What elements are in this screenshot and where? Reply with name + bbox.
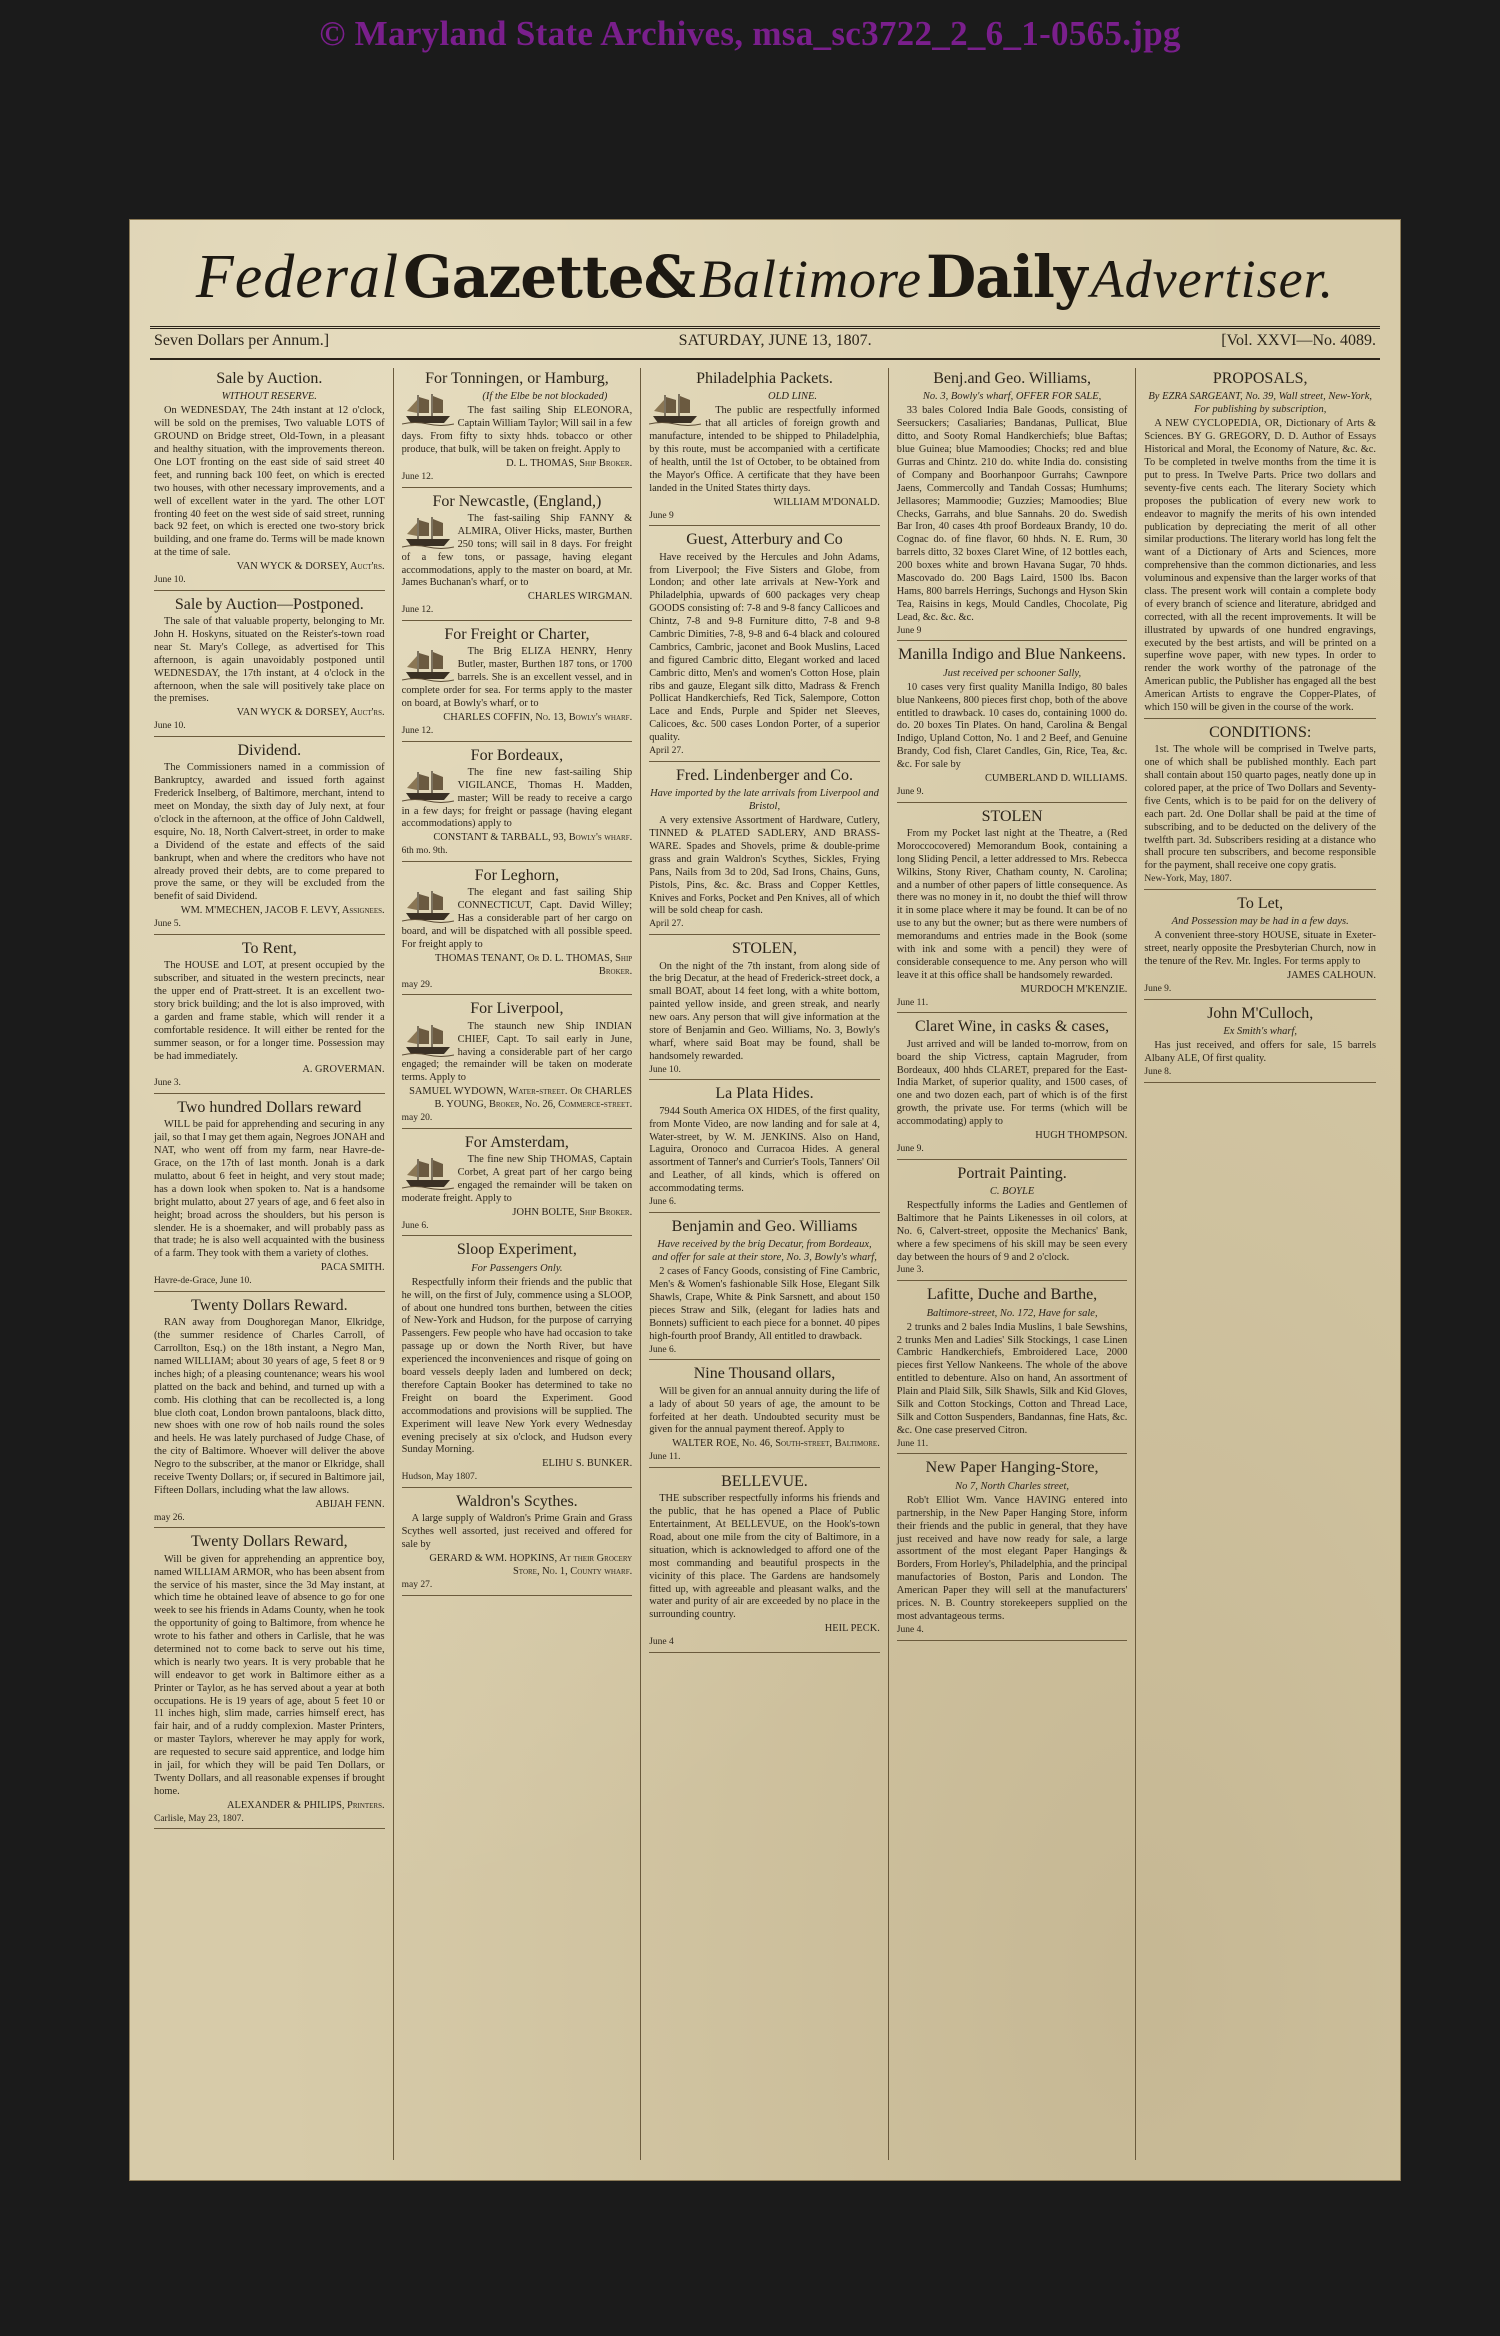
column-3 <box>641 368 889 2160</box>
ad-body-text: Respectfully informs the Ladies and Gentlemen of Baltimore that he Paints Likenesses in oil colors, at No. 6, Calvert-street, opposite the Mechanics' Bank, where a few specimens of his skill may be seen every day between the hours of 9 and 2 o'clock. <box>896 1200 1128 1263</box>
masthead-daily: Daily <box>925 243 1087 311</box>
ad-date: June 9. <box>896 786 924 797</box>
column-4 <box>889 368 1137 2160</box>
ad-subheading: Just received per schooner Sally, <box>943 667 1082 679</box>
advertisement <box>649 767 880 935</box>
advertisement <box>1144 895 1376 1000</box>
column-1 <box>146 368 394 2160</box>
ad-date: June 4. <box>896 1624 924 1635</box>
ad-date: June 11. <box>896 997 929 1008</box>
ad-signature: WILLIAM M'DONALD. <box>773 496 880 508</box>
ad-body-text: 2 trunks and 2 bales India Muslins, 1 bale Sewshins, 2 trunks Men and Ladies' Silk Stockings, 1 case Linen Cambric Handkerchiefs, Embroidered Lace, 2000 pieces first Yellow Nankeens. The whole of the above entitled to debenture. Also on hand, An assortment of Plain and Plaid Silk, Silk Shawls, Silk and Kid Gloves, Silk and Cotton Stockings, Cotton and Thread Lace, Silk and Cotton Suspenders, Bandannas, fine Hats, &c. &c. One case preserved Citron. <box>896 1321 1128 1436</box>
advertisement <box>897 370 1128 641</box>
volume-number: [Vol. XXVI—No. 4089. <box>1221 332 1376 349</box>
ad-heading: Guest, Atterbury and Co <box>686 531 843 549</box>
ad-body-text: From my Pocket last night at the Theatre, a (Red Moroccocovered) Memorandum Book, containing a long Sliding Pencil, a letter addressed to Mrs. Rebecca Wilkins, Stony River, Chatham county, N. Carolina; and a number of other papers of little consequence. As there was no money in it, no doubt the thief will throw it in some place where it may be found. It can be of no use to any but the owner; but as there were numbers of memorandums and entries made in the Book (some with ink and some with a pencil) they were of considerable consequence to me. Any person who will leave it at this office shall be handsomely rewarded. <box>896 828 1128 981</box>
ad-heading: For Freight or Charter, <box>444 626 590 644</box>
ad-signature: CONSTANT & TARBALL, 93, Bowly's wharf. <box>433 832 633 844</box>
ad-date: June 3. <box>896 1265 924 1276</box>
ad-date: June 10. <box>649 1064 681 1075</box>
ship-woodcut-icon <box>402 1156 454 1190</box>
ad-heading: BELLEVUE. <box>721 1472 808 1490</box>
advertisement <box>1144 1005 1376 1083</box>
ad-body-text: The Brig ELIZA HENRY, Henry Butler, master, Burthen 187 tons, or 1700 barrels. She is an excellent vessel, and in complete order for sea. For terms apply to the master on board, at Bowly's wharf, or to <box>401 646 633 709</box>
ad-date: June 12. <box>401 605 434 616</box>
archive-watermark: © Maryland State Archives, msa_sc3722_2_6_1-0565.jpg <box>319 14 1181 53</box>
ad-subheading: WITHOUT RESERVE. <box>221 391 317 403</box>
advertisement <box>402 1134 633 1237</box>
ad-date: June 10. <box>154 721 186 732</box>
ad-date: June 8. <box>1144 1066 1172 1077</box>
ad-heading: Portrait Painting. <box>957 1164 1067 1182</box>
ad-heading: Philadelphia Packets. <box>696 370 833 387</box>
ad-heading: New Paper Hanging-Store, <box>925 1459 1099 1477</box>
ad-heading: Sloop Experiment, <box>456 1241 577 1259</box>
ad-body-text: The fast sailing Ship ELEONORA, Captain William Taylor; Will sail in a few days. From fifty to sixty hhds. tobacco or other produce, that bulk, will be taken on freight. Apply to <box>401 405 633 456</box>
ad-body-text: Respectfully inform their friends and the public that he will, on the first of July, commence using a SLOOP, of about one hundred tons burthen, between the cities of New-York and Hudson, for the purpose of carrying Passengers. Few people who have had occasion to take passage up or down the North River, but have experienced the inconveniences and risque of going on board vessels deeply laden and lumbered on deck; therefore Captain Booker has determined to take no Freight on board the Experiment. Good accommodations and provisions will be supplied. The Experiment will leave New York every Wednesday evening precisely at six o'clock, and Hudson every Sunday Morning. <box>401 1276 633 1456</box>
advertisement <box>1144 370 1376 719</box>
ad-heading: Twenty Dollars Reward, <box>190 1533 348 1551</box>
ship-woodcut-icon <box>402 1023 454 1057</box>
ad-heading: Claret Wine, in casks & cases, <box>915 1018 1110 1036</box>
ad-heading: STOLEN <box>981 807 1043 825</box>
advertisement <box>154 742 385 935</box>
ad-date: may 26. <box>154 1512 185 1523</box>
ad-heading: For Newcastle, (England,) <box>432 492 602 510</box>
ad-body-text: The sale of that valuable property, belonging to Mr. John H. Hoskyns, situated on the Reister's-town road near St. Mary's College, as advertised for This afternoon, is again unavoidably postponed until WEDNESDAY, the 17th instant, at 4 o'clock in the afternoon, when the sale will positively take place on the premises. <box>154 616 385 705</box>
ad-signature: PACA SMITH. <box>320 1262 385 1274</box>
ad-body-text: The public are respectfully informed that all articles of foreign growth and manufacture, intended to be shipped to Philadelphia, by this route, must be accompanied with a certificate of health, until the 1st of October, to be obtained from the Mayor's Office. A certificate that they have been landed in the United States thirty days. <box>649 405 880 494</box>
masthead-ampersand: & <box>643 243 695 311</box>
ad-heading: Waldron's Scythes. <box>456 1492 578 1510</box>
ad-heading: Dividend. <box>237 742 302 760</box>
advertisement <box>402 493 633 621</box>
ad-date: may 29. <box>401 979 433 990</box>
ad-subheading: Have imported by the late arrivals from Liverpool and Bristol, <box>650 788 879 813</box>
ad-subheading: No. 3, Bowly's wharf, OFFER FOR SALE, <box>922 391 1102 403</box>
advertisement <box>402 747 633 863</box>
ad-date: April 27. <box>649 919 684 930</box>
advertisement <box>897 808 1128 1014</box>
ad-heading: Manilla Indigo and Blue Nankeens. <box>898 646 1127 664</box>
ad-heading: Fred. Lindenberger and Co. <box>675 766 853 784</box>
ad-body-text: RAN away from Doughoregan Manor, Elkridge, (the summer residence of Charles Carroll, of Carrollton, Esq.) on the 18th instant, a Negro Man, named WILLIAM; about 30 years of age, 5 feet 8 or 9 inches high; of a pleasing countenance; wears his wool platted on the back and behind, and turned up with a comb. His clothing that can be recollected is, a long blue cloth coat, London brown pantaloons, black ditto, new shoes with one row of hob nails round the soles and heels. He was lately purchased of Judge Chase, of the city of Baltimore. Whoever will deliver the above Negro to the subscriber, at the manor or Elkridge, shall receive Twenty Dollars; or, if secured in Baltimore jail, Fifteen Dollars, including what the law allows. <box>154 1317 385 1496</box>
ad-subheading: No 7, North Charles street, <box>955 1480 1070 1492</box>
ad-signature: HUGH THOMPSON. <box>1035 1129 1128 1141</box>
advertisement <box>649 531 880 762</box>
ad-body-text: The Commissioners named in a commission of Bankruptcy, awarded and issued forth against Frederick Inselberg, of Baltimore, merchant, intend to meet on Monday, the sixth day of July next, at four o'clock in the afternoon, at the office of John Caldwell, esquire, No. 18, North Calvert-street, in order to make a Dividend of the estate and effects of the said bankrupt, when and where the creditors who have not already proved their debts, are to come prepared to prove the same, or they will be excluded from the benefit of said Dividend. <box>154 762 385 903</box>
ad-date: April 27. <box>649 746 684 757</box>
ad-body-text: A NEW CYCLOPEDIA, OR, Dictionary of Arts & Sciences. BY G. GREGORY, D. D. Author of Essays Historical and Moral, the Economy of Nature, &c. &c. To be completed in twelve months from the time it is put to press. In Twelve Parts. Price two dollars and seventy-five cents each. The literary Society which proposes the publication of every new work to endeavor to magnify the merits of his own intended publication by depreciating the merit of all other similar productions. The literary world has long felt the want of a Dictionary of Arts and Sciences, more comprehensive than the common dictionaries, and less voluminous and expensive than the larger works of that class. The present work will contain a complete body of every branch of science and literature, abridged and corrected, with all the recent improvements. It will be illustrated by upwards of one hundred engravings, executed by the best artists, and will be printed on a superfine wove paper, with new types. In order to render the work worthy of the patronage of the American public, the Publisher has engaged all the best American Artists to engrave the Copper-Plates, of which 150 will be given in the course of the work. <box>1144 418 1376 714</box>
ad-heading: CONDITIONS: <box>1209 723 1312 741</box>
advertisement <box>649 370 880 526</box>
ad-date: June 12. <box>401 725 434 736</box>
ad-body-text: The HOUSE and LOT, at present occupied by the subscriber, and situated in the western precincts, near the upper end of Pratt-street. It is an excellent two-story brick building; and the lot is also improved, with a garden and frame stable, which will render it a comfortable residence. It will either be rented for the summer season, or for a longer time. Possession may be had immediately. <box>154 960 385 1062</box>
ad-body-text: The elegant and fast sailing Ship CONNECTICUT, Capt. David Willey; Has a considerable part of her cargo on board, and will be dispatched with all possible speed. For freight apply to <box>401 887 633 950</box>
ad-signature: HEIL PECK. <box>824 1623 880 1635</box>
ad-signature: WM. M'MECHEN, JACOB F. LEVY, Assignees. <box>180 905 385 917</box>
advertisement <box>402 626 633 742</box>
ad-heading: La Plata Hides. <box>715 1085 814 1103</box>
ad-body-text: 1st. The whole will be comprised in Twelve parts, one of which shall be published monthly. Each part shall contain about 150 quarto pages, neatly done up in colored paper, at the price of Two Dollars and Seventy-five Cents, which is to be paid for on the delivery of each part. 2d. One Dollar shall be paid at the time of subscribing, and to be deducted on the delivery of the twelfth part. 3d. Subscribers residing at a distance who shall procure ten subscribers, and become responsible for the payment, shall receive one copy gratis. <box>1144 744 1376 872</box>
ship-woodcut-icon <box>402 515 454 549</box>
ad-body-text: A very extensive Assortment of Hardware, Cutlery, TINNED & PLATED SADLERY, AND BRASS-WARE. Spades and Shovels, prime & double-prime grass and grain Waldron's Scythes, Sickles, Frying Pans, Nails from 3d to 20d, Sad Irons, Chains, Guns, Pistols, Pins, &c. &c. Brass and Copper Kettles, Knives and Forks, Pocket and Pen Knives, all of which will be sold cheap for cash. <box>649 815 880 917</box>
ad-subheading: OLD LINE. <box>767 391 817 403</box>
ad-signature: ELIHU S. BUNKER. <box>542 1458 633 1470</box>
ad-heading: To Rent, <box>241 939 297 957</box>
ad-date: 6th mo. 9th. <box>401 846 448 857</box>
ad-date: June 6. <box>649 1344 677 1355</box>
ad-heading: Two hundred Dollars reward <box>177 1099 362 1117</box>
dateline <box>154 332 1376 356</box>
ad-subheading: For Passengers Only. <box>471 1262 563 1274</box>
ad-heading: Benj.and Geo. Williams, <box>933 370 1091 387</box>
ad-body-text: Have received by the Hercules and John Adams, from Liverpool; the Five Sisters and Globe, from London; and other late arrivals at New-York and Philadelphia, upwards of 600 packages very cheap GOODS consisting of: 7-8 and 9-8 fancy Callicoes and Chintz, 7-8 and 9-8 Furniture ditto, 7-8 and 9-8 Cambric Dimities, 7-8, 9-8 and 6-4 black and coloured Cambrics, Cambric, jaconet and Book Muslins, Laced and figured Cambric ditto, Elegant worked and laced Cambric ditto, Men's and women's Cotton Hose, plain ribs and gauze, Elegant silk ditto, Madrass & French Pollicat Handkerchiefs, Red Tick, Salempore, Cotton Lace and Ends, Purple and Spider net Sleeves, Calicoes, &c. 500 cases London Porter, of a superior quality. <box>649 551 880 744</box>
ad-signature: CHARLES WIRGMAN. <box>527 591 633 603</box>
ad-body-text: WILL be paid for apprehending and securing in any jail, so that I may get them again, Negroes JONAH and NAT, who went off from my farm, near Havre-de-Grace, on the 17th of last month. Jonah is a dark mulatto, about 6 feet in height, and very stout made; has a down look when spoken to. Nat is a handsome bright mulatto, about 27 years of age, and 6 feet also in height; broad across the shoulders, but his person is slender. He is a shoemaker, and will probably pass as that trade; he is also well acquainted with the business of a farm. They took with them a variety of clothes. <box>154 1119 385 1260</box>
ad-subheading: Have received by the brig Decatur, from Bordeaux, and offer for sale at their store, No. 3, Bowly's wharf, <box>652 1239 877 1264</box>
column-2 <box>394 368 642 2160</box>
advertisement <box>154 940 385 1094</box>
ad-date: June 9. <box>896 1143 924 1154</box>
ad-subheading: C. BOYLE <box>989 1186 1035 1198</box>
ad-body-text: 10 cases very first quality Manilla Indigo, 80 bales blue Nankeens, 800 pieces first chop, both of the above entitled to drawback. 10 cases do, containing 1000 do. do. 20 boxes Tin Plates. On hand, Carolina & Bengal Indigo, Upland Cotton, No. 1 and 2 Beef, and Genuine Brandy, Cod fish, Claret Candles, Gin, Rice, Tea, &c. &c. For sale by <box>896 681 1128 771</box>
ad-signature: MURDOCH M'KENZIE. <box>1020 983 1128 995</box>
ad-subheading: Baltimore-street, No. 172, Have for sale, <box>926 1307 1098 1319</box>
ad-date: June 4 <box>649 1637 674 1648</box>
dateline-rule <box>150 358 1380 360</box>
ad-signature: THOMAS TENANT, Or D. L. THOMAS, Ship Broker. <box>434 952 633 977</box>
ad-body-text: A convenient three-story HOUSE, situate in Exeter-street, nearly opposite the Presbyterian Church, now in the tenure of the Rev. Mr. Ingles. For terms apply to <box>1144 930 1376 968</box>
advertisement <box>649 1473 880 1653</box>
advertisement <box>402 370 633 488</box>
issue-date: SATURDAY, JUNE 13, 1807. <box>678 332 872 349</box>
ad-subheading: Ex Smith's wharf, <box>1223 1026 1298 1038</box>
ad-heading: John M'Culloch, <box>1207 1004 1314 1022</box>
ad-body-text: THE subscriber respectfully informs his friends and the public, that he has opened a Place of Public Entertainment, At BELLEVUE, on the Hook's-town Road, about one mile from the city of Baltimore, in a situation, which is acknowledged to afford one of the most commanding and beautiful prospects in the vicinity of this place. The Gardens are handsomely fitted up, with agreeable and pleasant walks, and the water and purity of air are exceeded by no place in the surrounding country. <box>649 1493 880 1621</box>
ad-body-text: 7944 South America OX HIDES, of the first quality, from Monte Video, are now landing and for sale at 4, Water-street, by W. M. JENKINS. Also on Hand, Laguira, Oronoco and Curracoa Hides. A general assortment of Tanner's and Currier's Tools, Tanners' Oil and Leather, of all kinds, which is offered on accommodating terms. <box>649 1105 880 1195</box>
ad-date: Havre-de-Grace, June 10. <box>154 1276 252 1287</box>
ad-date: June 6. <box>649 1197 677 1208</box>
ad-date: June 10. <box>154 574 186 585</box>
advertisement <box>897 1018 1128 1159</box>
column-5 <box>1136 368 1384 2160</box>
ad-date: Hudson, May 1807. <box>401 1472 478 1483</box>
ad-heading: To Let, <box>1237 894 1284 912</box>
advertisement <box>154 1533 385 1829</box>
ad-heading: For Liverpool, <box>470 1000 564 1018</box>
ship-woodcut-icon <box>402 889 454 923</box>
ship-woodcut-icon <box>402 648 454 682</box>
ad-body-text: Will be given for an annual annuity during the life of a lady of about 50 years of age, the amount to be forfeited at her death. Undoubted security must be given for the annual payment thereof. Apply to <box>649 1385 880 1436</box>
ad-subheading: And Possession may be had in a few days. <box>1171 916 1349 928</box>
ad-date: may 20. <box>401 1113 433 1124</box>
masthead-gazette: Gazette <box>403 243 644 311</box>
ad-heading: Nine Thousand ollars, <box>693 1365 836 1383</box>
ad-date: June 3. <box>154 1078 181 1089</box>
ad-body-text: Has just received, and offers for sale, 15 barrels Albany ALE, Of first quality. <box>1144 1040 1376 1064</box>
advertisement <box>154 1099 385 1292</box>
ad-body-text: Will be given for apprehending an apprentice boy, named WILLIAM ARMOR, who has been absent from the service of his master, since the 3d May instant, at which time he obtained leave of absence to go for one week to see his friends in Adams County, when he took the opportunity of going to Baltimore, from whence he wrote to his father and others in Carlisle, that he was determined not to come back to serve out his time, which is nearly two years. It is very probable that he will endeavor to get work in Baltimore either as a Printer or Taylor, as he has served about a year at both occupations. He is 19 years of age, about 5 feet 10 or 11 inches high, slim made, carries himself erect, has fair hair, and of a ruddy complexion. Master Printers, or master Taylors, wherever he may apply for work, are requested to secure said apprentice, and lodge him in jail, for which they will be paid Ten Dollars, or Twenty Dollars, and all reasonable expenses if brought home. <box>154 1553 385 1797</box>
ad-body-text: On the night of the 7th instant, from along side of the brig Decatur, at the head of Frederick-street dock, a small BOAT, about 14 feet long, with a white bottom, painted yellow inside, and green streak, and nearly new oars. Any person that will give information at the store of Benjamin and Geo. Williams, No. 3, Bowly's wharf, where said Boat may be found, shall be handsomely rewarded. <box>649 960 880 1062</box>
ad-signature: SAMUEL WYDOWN, Water-street. Or CHARLES B. YOUNG, Broker, No. 26, Commerce-street. <box>409 1086 633 1111</box>
advertisement <box>154 370 385 591</box>
ad-subheading: By EZRA SARGEANT, No. 39, Wall street, New-York, For publishing by subscription, <box>1148 391 1372 416</box>
ad-signature: VAN WYCK & DORSEY, Auct'rs. <box>236 707 385 719</box>
ad-signature: GERARD & WM. HOPKINS, At their Grocery Store, No. 1, County wharf. <box>429 1553 633 1577</box>
ad-signature: D. L. THOMAS, Ship Broker. <box>506 457 633 469</box>
ad-date: June 9 <box>649 510 674 521</box>
column-grid <box>146 368 1384 2160</box>
advertisement <box>402 1000 633 1128</box>
ad-body-text: Just arrived and will be landed to-morrow, from on board the ship Victress, captain Magruder, from Bordeaux, 400 hhds CLARET, prepared for the East-India Market, of superior quality, and 1500 cases, of one and two dozen each, part of which is of the first growth, the private use. For terms (which will be accommodating) apply to <box>896 1038 1128 1128</box>
ad-signature: VAN WYCK & DORSEY, Auct'rs. <box>236 561 385 573</box>
ad-body-text: The fine new fast-sailing Ship VIGILANCE, Thomas H. Madden, master; Will be ready to receive a cargo in a few days; for freight or passage (having elegant accommodations) apply to <box>401 766 633 830</box>
advertisement <box>649 1085 880 1212</box>
ad-subheading: (If the Elbe be not blockaded) <box>482 391 608 403</box>
ad-signature: WALTER ROE, No. 46, South-street, Baltimore. <box>672 1438 880 1450</box>
ad-body-text: The fine new Ship THOMAS, Captain Corbet, A great part of her cargo being engaged the remainder will be taken on moderate freight. Apply to <box>401 1154 633 1204</box>
ship-woodcut-icon <box>402 769 454 803</box>
advertisement <box>1144 724 1376 890</box>
ad-signature: ALEXANDER & PHILIPS, Printers. <box>226 1799 385 1811</box>
ad-signature: ABIJAH FENN. <box>315 1498 385 1510</box>
masthead <box>150 242 1380 322</box>
ad-heading: Twenty Dollars Reward. <box>190 1296 348 1314</box>
ad-date: Carlisle, May 23, 1807. <box>154 1813 244 1824</box>
ad-heading: For Bordeaux, <box>470 746 564 764</box>
ship-woodcut-icon <box>649 392 701 426</box>
advertisement <box>897 1165 1128 1282</box>
ad-signature: CHARLES COFFIN, No. 13, Bowly's wharf. <box>443 711 633 723</box>
ad-date: June 5. <box>154 919 181 930</box>
ad-heading: Benjamin and Geo. Williams <box>671 1217 858 1235</box>
ship-woodcut-icon <box>402 392 454 426</box>
ad-date: New-York, May, 1807. <box>1144 874 1232 885</box>
ad-body-text: On WEDNESDAY, The 24th instant at 12 o'clock, will be sold on the premises, Two valuable LOTS of GROUND on Bridge street, Old-Town, in a pleasant and healthy situation, with the improvements thereon. One LOT fronting on the east side of said street 40 feet, and running back 100 feet, on which is erected two houses, with other necessary improvements, and a well of excellent water in the yard. The other LOT fronting 40 feet on the west side of said street, running back 92 feet, on which is erected one two-story brick building, and one frame do. Terms will be made known at the time of sale. <box>154 405 385 559</box>
ad-date: June 11. <box>896 1438 929 1449</box>
subscription-price: Seven Dollars per Annum.] <box>154 332 330 349</box>
ad-body-text: A large supply of Waldron's Prime Grain and Grass Scythes well assorted, just received and offered for sale by <box>401 1513 633 1551</box>
ad-heading: Lafitte, Duche and Barthe, <box>927 1286 1098 1304</box>
ad-signature: JAMES CALHOUN. <box>1287 970 1376 982</box>
ad-date: June 9 <box>896 625 922 636</box>
ad-heading: For Leghorn, <box>474 867 560 885</box>
ad-body-text: Rob't Elliot Wm. Vance HAVING entered into partnership, in the New Paper Hanging Store, inform their friends and the public in general, that they have just received and have now ready for sale, a large assortment of the most elegant Paper Hangings & Borders, From Horley's, Philadelphia, and the principal manufactories of Boston, Paris and London. The American Paper they will sell at the manufacturers' prices. N. B. Country storekeepers supplied on the most advantageous terms. <box>896 1494 1128 1622</box>
masthead-baltimore: Baltimore <box>698 249 922 309</box>
advertisement <box>649 940 880 1080</box>
ad-heading: Sale by Auction. <box>216 370 323 387</box>
ad-heading: For Tonningen, or Hamburg, <box>425 370 609 387</box>
advertisement <box>649 1365 880 1468</box>
advertisement <box>154 1297 385 1529</box>
ad-date: June 11. <box>649 1452 681 1463</box>
ad-body-text: The staunch new Ship INDIAN CHIEF, Capt. To sail early in June, having a considerable part of her cargo engaged; the remainder will be taken on moderate terms. Apply to <box>401 1020 633 1084</box>
ad-date: may 27. <box>401 1579 433 1590</box>
ad-heading: For Amsterdam, <box>464 1133 569 1151</box>
ad-body-text: 2 cases of Fancy Goods, consisting of Fine Cambric, Men's & Women's fashionable Silk Hose, Elegant Silk Shawls, Crape, White & Pink Sarsnett, and about 150 pieces Straw and Silk, (elegant for ladies hats and Bonnets) sufficient to each piece for a bonnet. 40 pipes high-fourth proof Brandy, All entitled to drawback. <box>649 1266 880 1342</box>
ad-date: June 12. <box>401 471 434 482</box>
ad-signature: A. GROVERMAN. <box>302 1064 385 1076</box>
ad-signature: CUMBERLAND D. WILLIAMS. <box>985 772 1128 784</box>
masthead-federal: Federal <box>195 243 400 311</box>
ad-date: June 9. <box>1144 983 1172 994</box>
ad-date: June 6. <box>401 1220 429 1231</box>
ad-signature: JOHN BOLTE, Ship Broker. <box>512 1206 633 1218</box>
ad-body-text: 33 bales Colored India Bale Goods, consisting of Seersuckers; Casaliaries; Bandanas, Pullicat, Blue ditto, and Sooty Romal Handkerchiefs; blue Baftas; blue Guinea; blue Mamoodies; Chocks; red and blue Gurras and Chintz. 210 do. white India do. consisting of Company and Boorhanpoor Gurrahs; Cawnpore Jaens, Commercolly and Tandah Cossas; Humhums; Jellasores; Mammoodie; Guzzies; Mamoodies; Blue Checks, Garrahs, and blue Sannahs. 20 do. Swedish Bar Iron, 40 cases 4th proof Bordeaux Brandy, 10 do. Cognac do. of fine flavor, 60 hhds. N. E. Rum, 30 barrels ditto, 32 boxes Claret Wine, of 12 bottles each, 200 boxes white and brown Havana Sugar, 70 hhds. Mascovado do. 200 Bags Laird, 1500 lbs. Bacon Hams, 800 barrels Herrings, Suchongs and Hyson Skin Tea, Raisins in kegs, Mould Candles, Chocolate, Pig Lead, &c. &c. &c. <box>896 405 1128 623</box>
advertisement <box>897 1286 1128 1454</box>
ad-heading: Sale by Auction—Postponed. <box>174 595 364 613</box>
newspaper-page <box>130 220 1400 2180</box>
advertisement <box>897 1459 1128 1640</box>
ad-body-text: The fast-sailing Ship FANNY & ALMIRA, Oliver Hicks, master, Burthen 250 tons; will sail in 8 days. For freight of a few tons, or passage, having elegant accommodations, apply to the master on board, at Mr. James Buchanan's wharf, or to <box>401 513 633 589</box>
advertisement <box>402 1493 633 1596</box>
advertisement <box>402 1241 633 1488</box>
advertisement <box>897 646 1128 802</box>
masthead-advertiser: Advertiser. <box>1090 249 1335 309</box>
advertisement <box>402 867 633 995</box>
masthead-rule <box>150 326 1380 329</box>
advertisement <box>154 596 385 737</box>
ad-heading: PROPOSALS, <box>1212 370 1308 387</box>
advertisement <box>649 1218 880 1361</box>
ad-heading: STOLEN, <box>731 940 798 958</box>
